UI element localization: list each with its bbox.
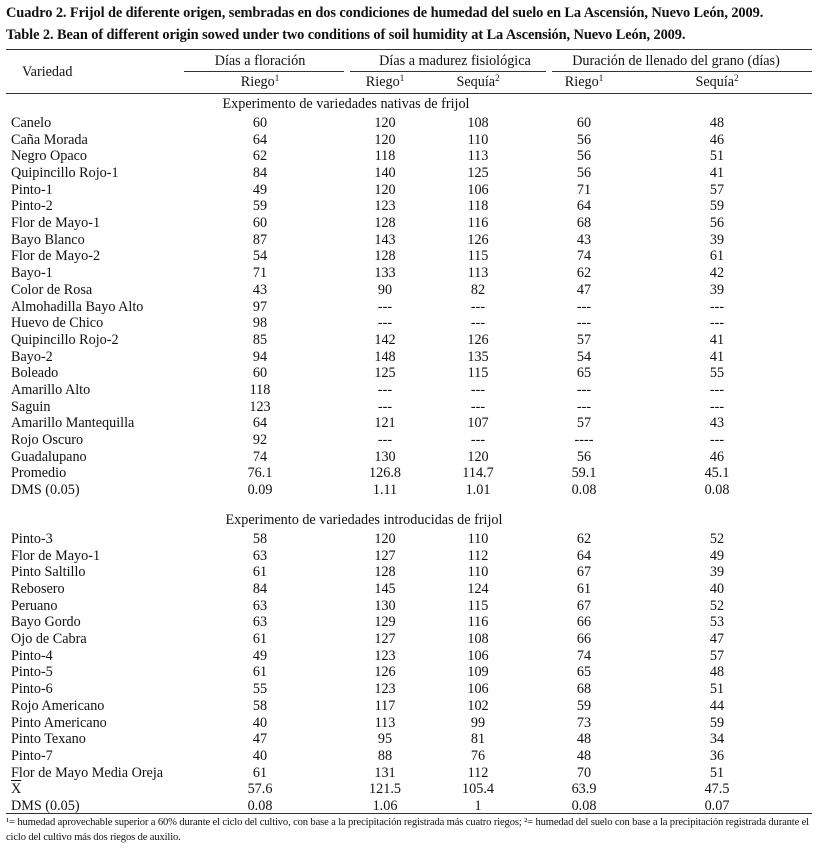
table-cell: --- — [576, 398, 592, 415]
header-variedad: Variedad — [22, 64, 73, 80]
table-cell: 90 — [377, 281, 393, 298]
table-cell: 84 — [252, 165, 268, 181]
table-cell: --- — [709, 381, 725, 398]
table-cell: 82 — [470, 281, 486, 298]
table-cell: 106 — [467, 681, 489, 698]
table-cell: 48 — [709, 664, 725, 681]
row-label: Caña Morada — [11, 131, 88, 148]
table-cell: 0.08 — [571, 482, 597, 498]
table-cell: 109 — [467, 664, 489, 681]
table-cell: 39 — [709, 564, 725, 581]
header-dias-madurez: Días a madurez fisiológica — [379, 53, 531, 69]
table-cell: --- — [470, 381, 486, 398]
table-cell: 118 — [249, 381, 271, 398]
table-cell: 54 — [252, 248, 268, 265]
table-cell: 123 — [374, 681, 396, 698]
table-cell: 1.06 — [372, 797, 398, 814]
table-cell: 126.8 — [369, 465, 401, 482]
table-cell: 115 — [467, 248, 489, 265]
row-label: Amarillo Alto — [11, 381, 91, 398]
table-cell: --- — [377, 298, 393, 315]
table-cell: --- — [470, 398, 486, 415]
table-cell: 60 — [576, 115, 592, 131]
table-cell: 62 — [576, 265, 592, 282]
table-cell: 110 — [467, 531, 489, 547]
table-cell: 116 — [467, 215, 489, 232]
table-cell: 118 — [467, 198, 489, 215]
table-cell: 68 — [576, 681, 592, 698]
row-label: Bayo Blanco — [11, 231, 85, 248]
table-cell: 126 — [374, 664, 396, 681]
table-cell: 123 — [249, 398, 271, 415]
table-cell: --- — [576, 381, 592, 398]
table-cell: 67 — [576, 597, 592, 614]
row-label: Huevo de Chico — [11, 315, 104, 332]
table-cell: 63.9 — [571, 781, 597, 798]
table-cell: 47 — [709, 631, 725, 648]
row-label: Saguin — [11, 398, 51, 415]
table-cell: 128 — [374, 564, 396, 581]
table-cell: 56 — [576, 448, 592, 465]
table-cell: 34 — [709, 731, 725, 748]
table-cell: 57 — [576, 331, 592, 348]
row-label: Amarillo Mantequilla — [11, 415, 135, 432]
table-cell: 115 — [467, 597, 489, 614]
row-label: Flor de Mayo Media Oreja — [11, 764, 164, 781]
row-label: Flor de Mayo-2 — [11, 248, 101, 265]
table-cell: 123 — [374, 198, 396, 215]
table-cell: 40 — [709, 581, 725, 597]
table-cell: 52 — [709, 531, 725, 547]
table-cell: 131 — [374, 764, 396, 781]
table-cell: 47 — [576, 281, 592, 298]
table-cell: 114.7 — [462, 465, 494, 482]
table-cell: 142 — [374, 331, 396, 348]
table-cell: 68 — [576, 215, 592, 232]
table-cell: 117 — [374, 697, 396, 714]
table-cell: --- — [470, 431, 486, 448]
group2-rule — [350, 71, 546, 72]
row-label: Negro Opaco — [11, 148, 88, 165]
row-label: Canelo — [11, 115, 52, 131]
table-cell: --- — [377, 398, 393, 415]
row-label: DMS (0.05) — [11, 482, 80, 498]
table-cell: 39 — [709, 231, 725, 248]
top-rule — [6, 49, 812, 50]
table-cell: 130 — [374, 597, 396, 614]
table-cell: 127 — [374, 547, 396, 564]
table-cell: 51 — [709, 764, 725, 781]
table-cell: 60 — [252, 215, 268, 232]
table-cell: 44 — [709, 697, 725, 714]
table-cell: 124 — [467, 581, 489, 597]
table-cell: 113 — [467, 148, 489, 165]
table-cell: 36 — [709, 747, 725, 764]
table-cell: 88 — [377, 747, 393, 764]
table-cell: 49 — [252, 647, 268, 664]
table-cell: 43 — [576, 231, 592, 248]
table-cell: 54 — [576, 348, 592, 365]
table-cell: 64 — [576, 547, 592, 564]
table-cell: 65 — [576, 365, 592, 382]
group3-rule — [552, 71, 812, 72]
table-cell: 58 — [252, 531, 268, 547]
table-cell: --- — [709, 315, 725, 332]
row-label: Bayo-1 — [11, 265, 53, 282]
table-cell: 41 — [709, 165, 725, 181]
table-cell: 73 — [576, 714, 592, 731]
row-label: $\overline{X}$ — [11, 781, 22, 798]
table-cell: 110 — [467, 564, 489, 581]
table-cell: 127 — [374, 631, 396, 648]
row-label: Pinto-7 — [11, 747, 53, 764]
table-cell: 92 — [252, 431, 268, 448]
table-cell: 52 — [709, 597, 725, 614]
row-label: DMS (0.05) — [11, 797, 80, 814]
table-cell: 108 — [467, 631, 489, 648]
table-cell: 62 — [576, 531, 592, 547]
group1-rule — [184, 71, 344, 72]
table-cell: 59 — [709, 198, 725, 215]
table-cell: --- — [470, 315, 486, 332]
table-cell: 62 — [252, 148, 268, 165]
table-cell: 43 — [252, 281, 268, 298]
table-cell: 126 — [467, 231, 489, 248]
table-cell: 120 — [374, 115, 396, 131]
table-cell: 105.4 — [462, 781, 494, 798]
table-cell: 61 — [709, 248, 725, 265]
table-cell: 120 — [374, 131, 396, 148]
table-cell: 41 — [709, 348, 725, 365]
table-cell: 48 — [709, 115, 725, 131]
table-cell: 125 — [467, 165, 489, 181]
row-label: Rojo Oscuro — [11, 431, 84, 448]
table-cell: 41 — [709, 331, 725, 348]
table-cell: 47.5 — [704, 781, 730, 798]
row-label: Bayo-2 — [11, 348, 53, 365]
table-cell: 97 — [252, 298, 268, 315]
table-cell: 40 — [252, 714, 268, 731]
table-cell: 49 — [252, 181, 268, 198]
table-cell: 61 — [252, 664, 268, 681]
row-label: Bayo Gordo — [11, 614, 81, 631]
row-label: Color de Rosa — [11, 281, 93, 298]
table-cell: 55 — [252, 681, 268, 698]
table-cell: 1.11 — [372, 482, 398, 498]
table-cell: 48 — [576, 747, 592, 764]
table-cell: --- — [470, 298, 486, 315]
table-cell: 87 — [252, 231, 268, 248]
table-cell: 64 — [576, 198, 592, 215]
table-cell: --- — [377, 315, 393, 332]
row-label: Flor de Mayo-1 — [11, 215, 101, 232]
table-cell: 76 — [470, 747, 486, 764]
row-label: Pinto-5 — [11, 664, 53, 681]
table-cell: 58 — [252, 697, 268, 714]
table-cell: 66 — [576, 614, 592, 631]
table-cell: 107 — [467, 415, 489, 432]
table-cell: --- — [576, 315, 592, 332]
row-label: Pinto-3 — [11, 531, 53, 547]
table-cell: 106 — [467, 181, 489, 198]
table-cell: 0.07 — [704, 797, 730, 814]
table-cell: 113 — [374, 714, 396, 731]
row-label: Pinto Saltillo — [11, 564, 86, 581]
table-title-es: Cuadro 2. Frijol de diferente origen, sembradas en dos condiciones de humedad del suelo en La Ascensión, Nuevo León, 2009. — [6, 5, 764, 21]
table-cell: 59 — [576, 697, 592, 714]
table-cell: 67 — [576, 564, 592, 581]
row-label: Boleado — [11, 365, 59, 382]
table-cell: 49 — [709, 547, 725, 564]
table-cell: 120 — [374, 181, 396, 198]
row-label: Peruano — [11, 597, 58, 614]
table-cell: 94 — [252, 348, 268, 365]
table-cell: 43 — [709, 415, 725, 432]
table-cell: 128 — [374, 215, 396, 232]
header-rule — [6, 93, 812, 94]
table-cell: 61 — [252, 564, 268, 581]
row-label: Pinto-6 — [11, 681, 53, 698]
row-label: Rojo Americano — [11, 697, 105, 714]
table-cell: 74 — [576, 248, 592, 265]
table-cell: 121.5 — [369, 781, 401, 798]
table-cell: 57 — [709, 647, 725, 664]
table-cell: 64 — [252, 415, 268, 432]
table-cell: 1 — [474, 797, 482, 814]
table-cell: 133 — [374, 265, 396, 282]
table-cell: 40 — [252, 747, 268, 764]
table-cell: 57 — [709, 181, 725, 198]
table-cell: 56 — [576, 148, 592, 165]
table-cell: 46 — [709, 131, 725, 148]
section-title-introducidas: Experimento de variedades introducidas de frijol — [225, 512, 503, 528]
table-cell: 84 — [252, 581, 268, 597]
table-cell: 56 — [576, 165, 592, 181]
table-cell: 135 — [467, 348, 489, 365]
table-cell: 60 — [252, 365, 268, 382]
table-cell: --- — [576, 298, 592, 315]
table-cell: 47 — [252, 731, 268, 748]
table-cell: 74 — [252, 448, 268, 465]
table-cell: 102 — [467, 697, 489, 714]
row-label: Flor de Mayo-1 — [11, 547, 101, 564]
table-cell: 57.6 — [247, 781, 273, 798]
table-cell: 56 — [576, 131, 592, 148]
table-cell: 106 — [467, 647, 489, 664]
bottom-rule — [6, 813, 812, 814]
row-label: Quipincillo Rojo-1 — [11, 165, 119, 181]
table-cell: 140 — [374, 165, 396, 181]
subheader-riego-madurez: Riego$^1$ — [365, 73, 405, 90]
table-cell: 57 — [576, 415, 592, 432]
table-cell: 51 — [709, 148, 725, 165]
table-cell: --- — [709, 398, 725, 415]
table-cell: 125 — [374, 365, 396, 382]
table-cell: 115 — [467, 365, 489, 382]
row-label: Promedio — [11, 465, 67, 482]
row-label: Quipincillo Rojo-2 — [11, 331, 119, 348]
table-cell: 0.08 — [247, 797, 273, 814]
row-label: Ojo de Cabra — [11, 631, 87, 648]
section-title-nativas: Experimento de variedades nativas de frijol — [222, 96, 470, 112]
row-label: Pinto Texano — [11, 731, 86, 748]
table-cell: 60 — [252, 115, 268, 131]
table-cell: 64 — [252, 131, 268, 148]
row-label: Rebosero — [11, 581, 65, 597]
table-cell: --- — [377, 431, 393, 448]
table-cell: 59 — [252, 198, 268, 215]
table-cell: 0.08 — [704, 482, 730, 498]
subheader-sequia-madurez: Sequía$^2$ — [456, 73, 500, 90]
table-cell: 148 — [374, 348, 396, 365]
table-cell: --- — [709, 298, 725, 315]
table-cell: 95 — [377, 731, 393, 748]
row-label: Pinto Americano — [11, 714, 107, 731]
table-cell: 108 — [467, 115, 489, 131]
row-label: Pinto-2 — [11, 198, 53, 215]
table-cell: 61 — [576, 581, 592, 597]
table-cell: 51 — [709, 681, 725, 698]
table-cell: 65 — [576, 664, 592, 681]
header-dias-floracion: Días a floración — [214, 53, 306, 69]
table-title-en: Table 2. Bean of different origin sowed under two conditions of soil humidity at La Ascensión, Nuevo León, 2009. — [6, 27, 686, 43]
table-footnote: ¹= humedad aprovechable superior a 60% durante el ciclo del cultivo, con base a la precipitación registrada más cuatro riegos; ²= humedad del suelo con base a la precipitación registrada durante el ciclo del cultivo más dos riegos de auxilio. — [6, 817, 809, 843]
table-cell: 63 — [252, 597, 268, 614]
row-label: Pinto-1 — [11, 181, 53, 198]
table-cell: 42 — [709, 265, 725, 282]
table-cell: 66 — [576, 631, 592, 648]
table-cell: 63 — [252, 547, 268, 564]
table-cell: --- — [709, 431, 725, 448]
table-cell: 120 — [467, 448, 489, 465]
table-cell: --- — [377, 381, 393, 398]
row-label: Guadalupano — [11, 448, 87, 465]
row-label: Almohadilla Bayo Alto — [11, 298, 144, 315]
table-cell: 143 — [374, 231, 396, 248]
table-cell: 123 — [374, 647, 396, 664]
table-cell: 55 — [709, 365, 725, 382]
table-cell: 1.01 — [465, 482, 491, 498]
table-cell: 63 — [252, 614, 268, 631]
table-cell: 129 — [374, 614, 396, 631]
table-cell: 99 — [470, 714, 486, 731]
table-cell: 112 — [467, 547, 489, 564]
table-cell: 98 — [252, 315, 268, 332]
table-cell: 85 — [252, 331, 268, 348]
table-cell: 61 — [252, 631, 268, 648]
table-cell: 71 — [576, 181, 592, 198]
table-cell: 130 — [374, 448, 396, 465]
table-cell: 76.1 — [247, 465, 273, 482]
table-cell: 53 — [709, 614, 725, 631]
table-cell: 121 — [374, 415, 396, 432]
table-cell: 0.08 — [571, 797, 597, 814]
table-cell: 110 — [467, 131, 489, 148]
table-cell: 120 — [374, 531, 396, 547]
subheader-riego-floracion: Riego$^1$ — [240, 73, 280, 90]
table-cell: 39 — [709, 281, 725, 298]
table-cell: 113 — [467, 265, 489, 282]
row-label: Pinto-4 — [11, 647, 53, 664]
table-cell: 48 — [576, 731, 592, 748]
table-cell: ---- — [574, 431, 594, 448]
table-cell: 56 — [709, 215, 725, 232]
table-cell: 145 — [374, 581, 396, 597]
table-cell: 74 — [576, 647, 592, 664]
table-cell: 70 — [576, 764, 592, 781]
table-cell: 116 — [467, 614, 489, 631]
subheader-sequia-llenado: Sequía$^2$ — [695, 73, 739, 90]
table-cell: 81 — [470, 731, 486, 748]
table-cell: 0.09 — [247, 482, 273, 498]
table-cell: 46 — [709, 448, 725, 465]
table-cell: 128 — [374, 248, 396, 265]
table-cell: 45.1 — [704, 465, 730, 482]
table-cell: 59 — [709, 714, 725, 731]
table-cell: 112 — [467, 764, 489, 781]
table-cell: 126 — [467, 331, 489, 348]
table-cell: 59.1 — [571, 465, 597, 482]
table-cell: 71 — [252, 265, 268, 282]
subheader-riego-llenado: Riego$^1$ — [564, 73, 604, 90]
table-cell: 61 — [252, 764, 268, 781]
header-duracion-llenado: Duración de llenado del grano (días) — [572, 53, 780, 69]
table-cell: 118 — [374, 148, 396, 165]
